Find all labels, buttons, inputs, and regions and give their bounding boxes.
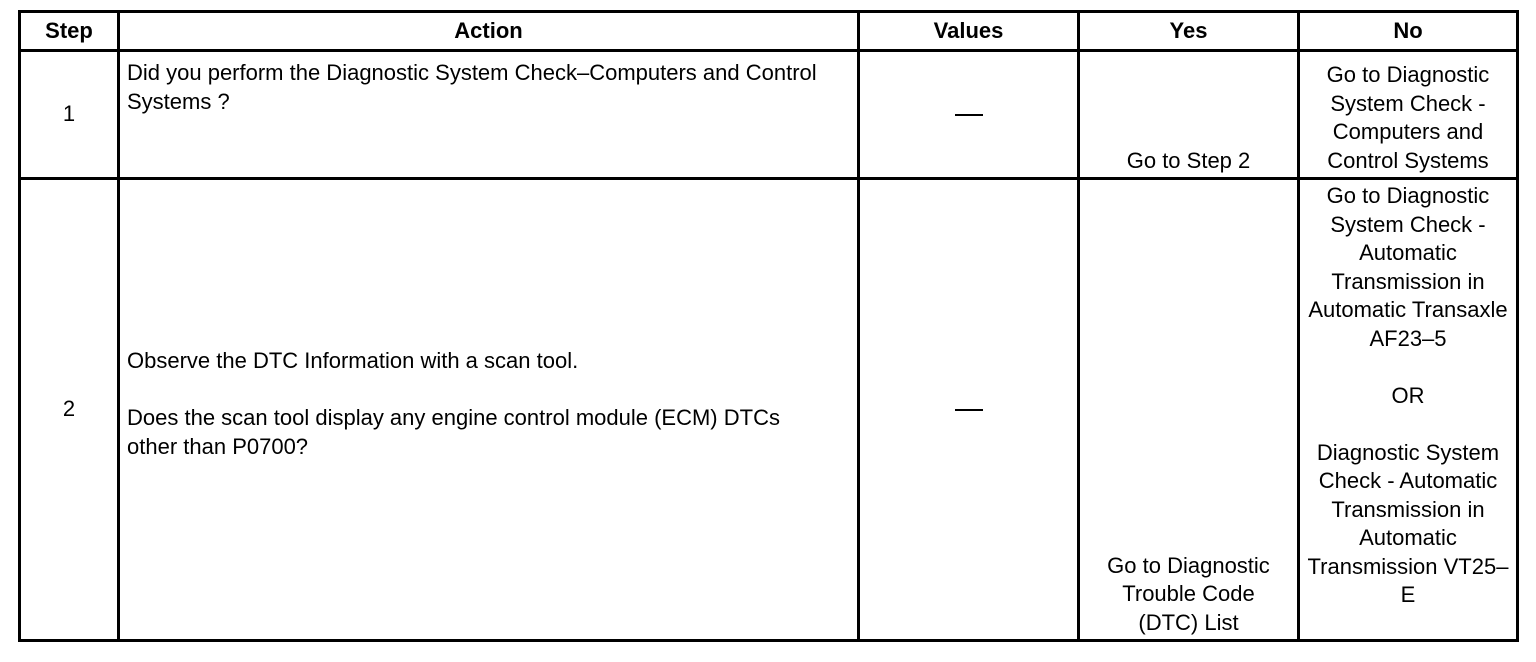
row1-step-number: 1 bbox=[62, 101, 76, 127]
row2-action-text-1: Observe the DTC Information with a scan tool. bbox=[127, 348, 579, 373]
header-action: Action bbox=[120, 13, 857, 49]
row1-no-text: Go to Diagnostic System Check - Computers and Control Systems bbox=[1326, 62, 1490, 173]
row1-yes bbox=[1080, 52, 1297, 177]
row2-no-or: OR bbox=[1391, 382, 1425, 408]
row2-yes bbox=[1080, 180, 1297, 639]
row1-action-text: Did you perform the Diagnostic System Check–Computers and Control Systems ? bbox=[127, 60, 817, 114]
header-yes: Yes bbox=[1080, 13, 1297, 49]
row2-no bbox=[1300, 180, 1516, 639]
row1-values bbox=[860, 52, 1077, 177]
row1-yes-text: Go to Step 2 bbox=[1126, 147, 1251, 173]
row2-step bbox=[21, 180, 117, 639]
header-values: Values bbox=[860, 13, 1077, 49]
row2-values bbox=[860, 180, 1077, 639]
row2-values-dash bbox=[955, 409, 983, 411]
header-no: No bbox=[1300, 13, 1516, 49]
row2-action-text-2: Does the scan tool display any engine control module (ECM) DTCs other than P0700? bbox=[127, 405, 780, 459]
row2-no-text-2: Diagnostic System Check - Automatic Transmission in Automatic Transmission VT25–E bbox=[1307, 439, 1509, 607]
header-step: Step bbox=[21, 13, 117, 49]
row1-values-dash bbox=[955, 114, 983, 116]
row2-step-number: 2 bbox=[62, 396, 76, 422]
row1-no bbox=[1300, 52, 1516, 177]
row2-yes-text: Go to Diagnostic Trouble Code (DTC) List bbox=[1107, 552, 1270, 635]
row1-step bbox=[21, 52, 117, 177]
row2-action bbox=[120, 180, 857, 639]
diagnostic-table bbox=[18, 10, 1519, 642]
row2-no-text-1: Go to Diagnostic System Check - Automatic Transmission in Automatic Transaxle AF23–5 bbox=[1308, 183, 1508, 351]
row1-action bbox=[120, 52, 857, 177]
